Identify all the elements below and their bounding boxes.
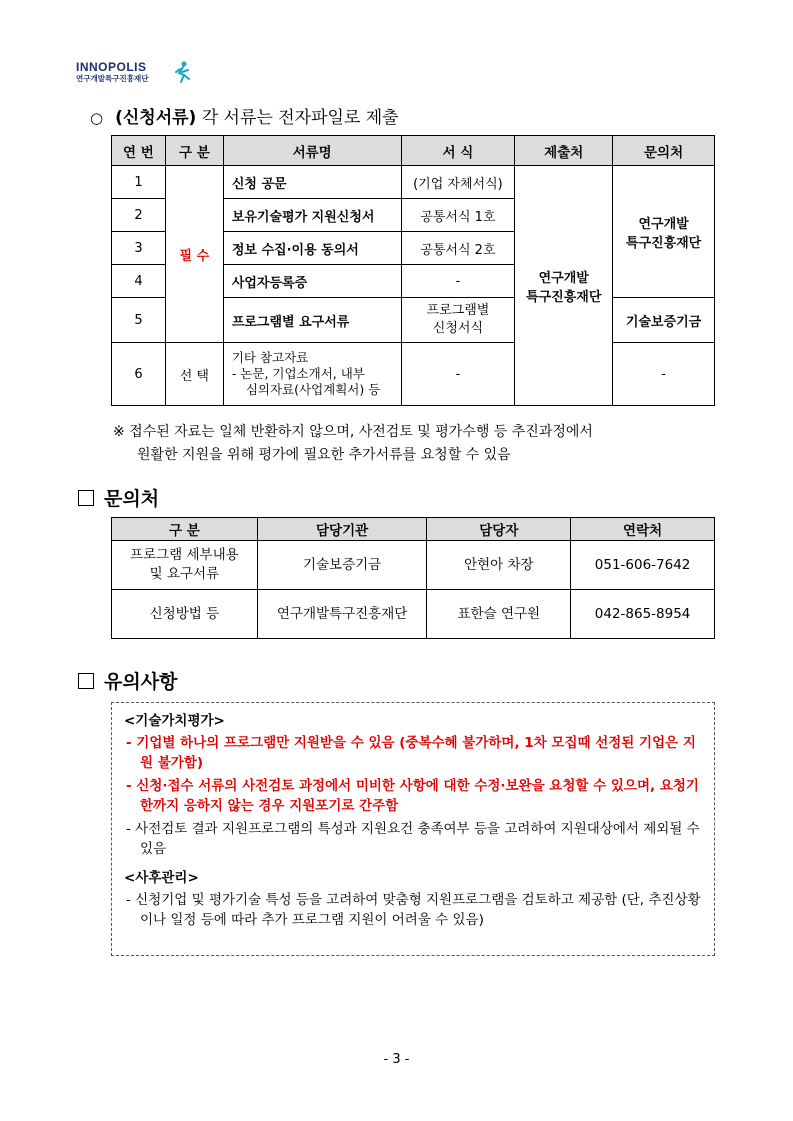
logo-brand: INNOPOLIS [76, 60, 147, 74]
contact-heading [78, 484, 159, 511]
doc-name: 사업자등록증 [223, 265, 401, 298]
caution-heading-text: 유의사항 [104, 671, 178, 693]
header-cell: 문의처 [613, 136, 715, 166]
contact-type: 신청방법 등 [112, 590, 258, 639]
doc-form: (기업 자체서식) [401, 166, 515, 199]
header-cell: 제출처 [515, 136, 613, 166]
table-header-row [112, 136, 715, 166]
inquiry-line: 특구진흥재단 [625, 235, 702, 251]
header-cell: 담당기관 [257, 518, 427, 541]
contact-person: 표한슬 연구원 [427, 590, 571, 639]
row-number: 2 [112, 199, 166, 232]
inquiry-kibo: 기술보증기금 [613, 298, 715, 343]
doc-form: - [401, 265, 515, 298]
optional-category: 선 택 [165, 343, 223, 406]
square-bullet-icon [78, 673, 94, 689]
header-cell: 담당자 [427, 518, 571, 541]
table-row [112, 166, 715, 199]
row-number: 3 [112, 232, 166, 265]
contact-phone: 051-606-7642 [571, 541, 715, 590]
contact-type [112, 541, 258, 590]
form-line: 프로그램별 [426, 303, 490, 318]
doc-form [401, 298, 515, 343]
contact-table [111, 517, 715, 639]
caution-heading [78, 667, 177, 694]
innopolis-logo [76, 60, 196, 90]
submit-to-line: 특구진흥재단 [526, 289, 602, 305]
contact-agency: 기술보증기금 [257, 541, 427, 590]
documents-table [111, 135, 715, 406]
notice-text [113, 421, 718, 467]
contact-agency: 연구개발특구진흥재단 [257, 590, 427, 639]
doc-name: 프로그램별 요구서류 [223, 298, 401, 343]
table-row [112, 343, 715, 406]
etc-line: 심의자료(사업계획서) 등 [245, 382, 381, 397]
caution-item: - 기업별 하나의 프로그램만 지원받을 수 있음 (중복수혜 불가하며, 1차 모집때 선정된 기업은 지원 불가함) [126, 735, 696, 771]
form-line: 신청서식 [432, 321, 484, 336]
doc-form: 공통서식 2호 [401, 232, 515, 265]
inquiry-none: - [613, 343, 715, 406]
notice-line: 원활한 지원을 위해 평가에 필요한 추가서류를 요청할 수 있음 [137, 447, 511, 463]
header-cell: 서류명 [223, 136, 401, 166]
table-row [112, 541, 715, 590]
row-number: 6 [112, 343, 166, 406]
row-number: 1 [112, 166, 166, 199]
contact-phone: 042-865-8954 [571, 590, 715, 639]
etc-line: 기타 참고자료 [231, 350, 309, 365]
row-number: 5 [112, 298, 166, 343]
type-line: 및 요구서류 [149, 566, 220, 582]
submit-to-line: 연구개발 [538, 270, 589, 286]
doc-name: 신청 공문 [223, 166, 401, 199]
caution-subheading: <기술가치평가> [124, 713, 225, 729]
caution-box [111, 702, 715, 956]
runner-icon [170, 60, 194, 84]
doc-name: 보유기술평가 지원신청서 [223, 199, 401, 232]
notice-line: ※ 접수된 자료는 일체 반환하지 않으며, 사전검토 및 평가수행 등 추진과정에서 [113, 424, 593, 440]
header-cell: 구 분 [165, 136, 223, 166]
doc-form: 공통서식 1호 [401, 199, 515, 232]
etc-line: - 논문, 기업소개서, 내부 [231, 366, 365, 381]
section-title: (신청서류) [115, 108, 197, 128]
contact-person: 안현아 차장 [427, 541, 571, 590]
header-cell: 서 식 [401, 136, 515, 166]
section-text: 각 서류는 전자파일로 제출 [201, 108, 399, 128]
inquiry-line: 연구개발 [638, 216, 689, 232]
header-cell: 구 분 [112, 518, 258, 541]
submit-to [515, 166, 613, 406]
logo-org: 연구개발특구진흥재단 [76, 74, 149, 83]
circle-bullet: ○ [90, 109, 104, 127]
caution-item: - 신청·접수 서류의 사전검토 과정에서 미비한 사항에 대한 수정·보완을 요청할 수 있으며, 요청기한까지 응하지 않는 경우 지원포기로 간주함 [126, 778, 699, 814]
type-line: 프로그램 세부내용 [130, 547, 239, 563]
header-cell: 연락처 [571, 518, 715, 541]
doc-form: - [401, 343, 515, 406]
doc-name: 정보 수집·이용 동의서 [223, 232, 401, 265]
square-bullet-icon [78, 490, 94, 506]
contact-heading-text: 문의처 [104, 488, 160, 510]
doc-name-etc [223, 343, 401, 406]
header-cell: 연 번 [112, 136, 166, 166]
caution-subheading: <사후관리> [124, 870, 199, 886]
section-submission-docs [90, 103, 399, 128]
table-header-row [112, 518, 715, 541]
inquiry-foundation [613, 166, 715, 298]
page-number: - 3 - [383, 1052, 410, 1067]
caution-item: - 사전검토 결과 지원프로그램의 특성과 지원요건 충족여부 등을 고려하여 지원대상에서 제외될 수 있음 [126, 821, 700, 857]
required-category: 필 수 [165, 166, 223, 343]
caution-item: - 신청기업 및 평가기술 특성 등을 고려하여 맞춤형 지원프로그램을 검토하고 제공함 (단, 추진상황이나 일정 등에 따라 추가 프로그램 지원이 어려울 수 있음) [126, 892, 701, 928]
row-number: 4 [112, 265, 166, 298]
table-row [112, 590, 715, 639]
